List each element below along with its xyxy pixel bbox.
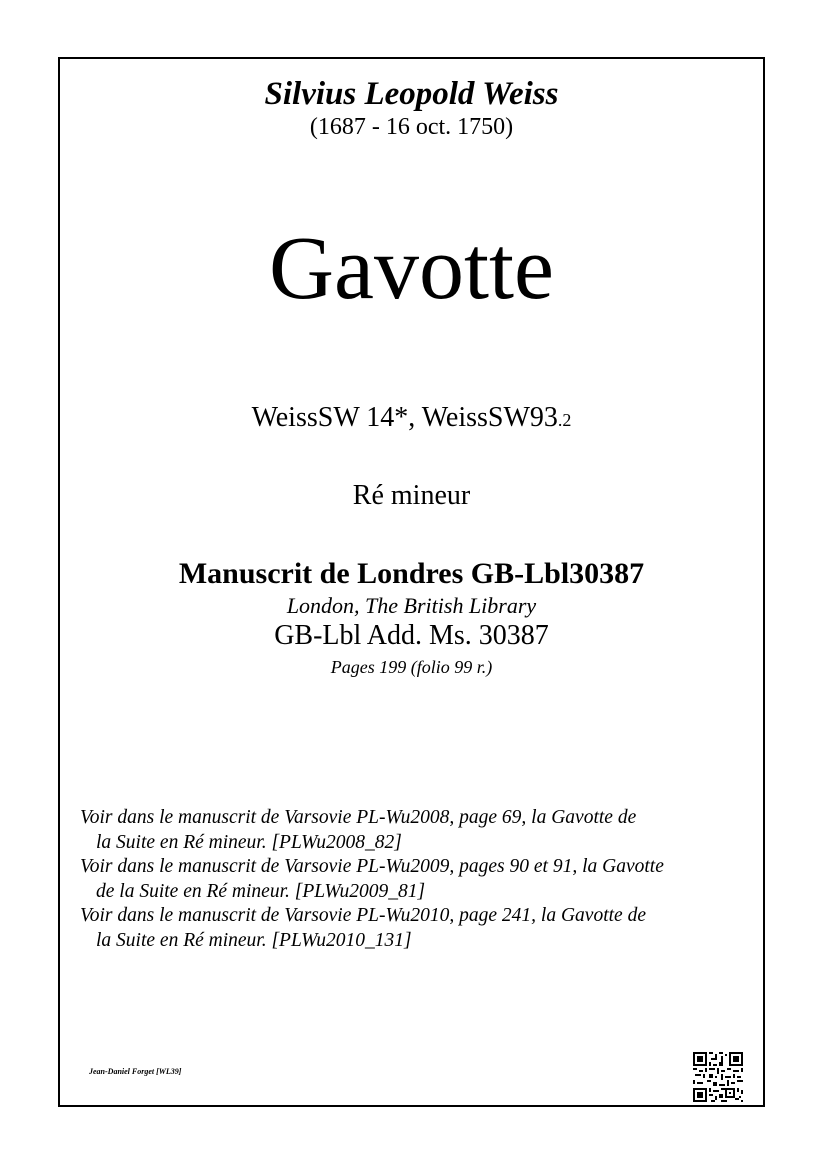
catalog-suffix: .2 xyxy=(557,410,572,430)
catalog-main: WeissSW 14*, WeissSW93 xyxy=(251,402,558,433)
note-item xyxy=(80,904,760,953)
note-line: de la Suite en Ré mineur. [PLWu2009_81] xyxy=(96,880,426,902)
qr-code-icon xyxy=(693,1052,743,1102)
manuscript-shelfmark: GB-Lbl Add. Ms. 30387 xyxy=(274,620,549,651)
manuscript-library: London, The British Library xyxy=(286,593,537,618)
note-item xyxy=(80,806,760,855)
manuscript-name: Manuscrit de Londres GB-Lbl30387 xyxy=(178,557,645,590)
composer-dates: (1687 - 16 oct. 1750) xyxy=(309,114,514,140)
note-line: Voir dans le manuscrit de Varsovie PL-Wu2010, page 241, la Gavotte de xyxy=(80,905,646,926)
piece-title: Gavotte xyxy=(269,219,554,318)
concordance-notes xyxy=(80,806,760,953)
note-line: la Suite en Ré mineur. [PLWu2008_82] xyxy=(96,831,402,853)
manuscript-pages: Pages 199 (folio 99 r.) xyxy=(330,657,493,677)
note-line: Voir dans le manuscrit de Varsovie PL-Wu2009, pages 90 et 91, la Gavotte xyxy=(80,856,664,877)
note-item xyxy=(80,855,760,904)
note-line: Voir dans le manuscrit de Varsovie PL-Wu2008, page 69, la Gavotte de xyxy=(80,807,637,828)
catalog-numbers xyxy=(58,400,765,438)
composer-name: Silvius Leopold Weiss xyxy=(264,76,559,112)
note-line: la Suite en Ré mineur. [PLWu2010_131] xyxy=(96,929,412,951)
editor-credit: Jean-Daniel Forget [WL39] xyxy=(89,1067,182,1076)
key-signature: Ré mineur xyxy=(352,480,471,511)
